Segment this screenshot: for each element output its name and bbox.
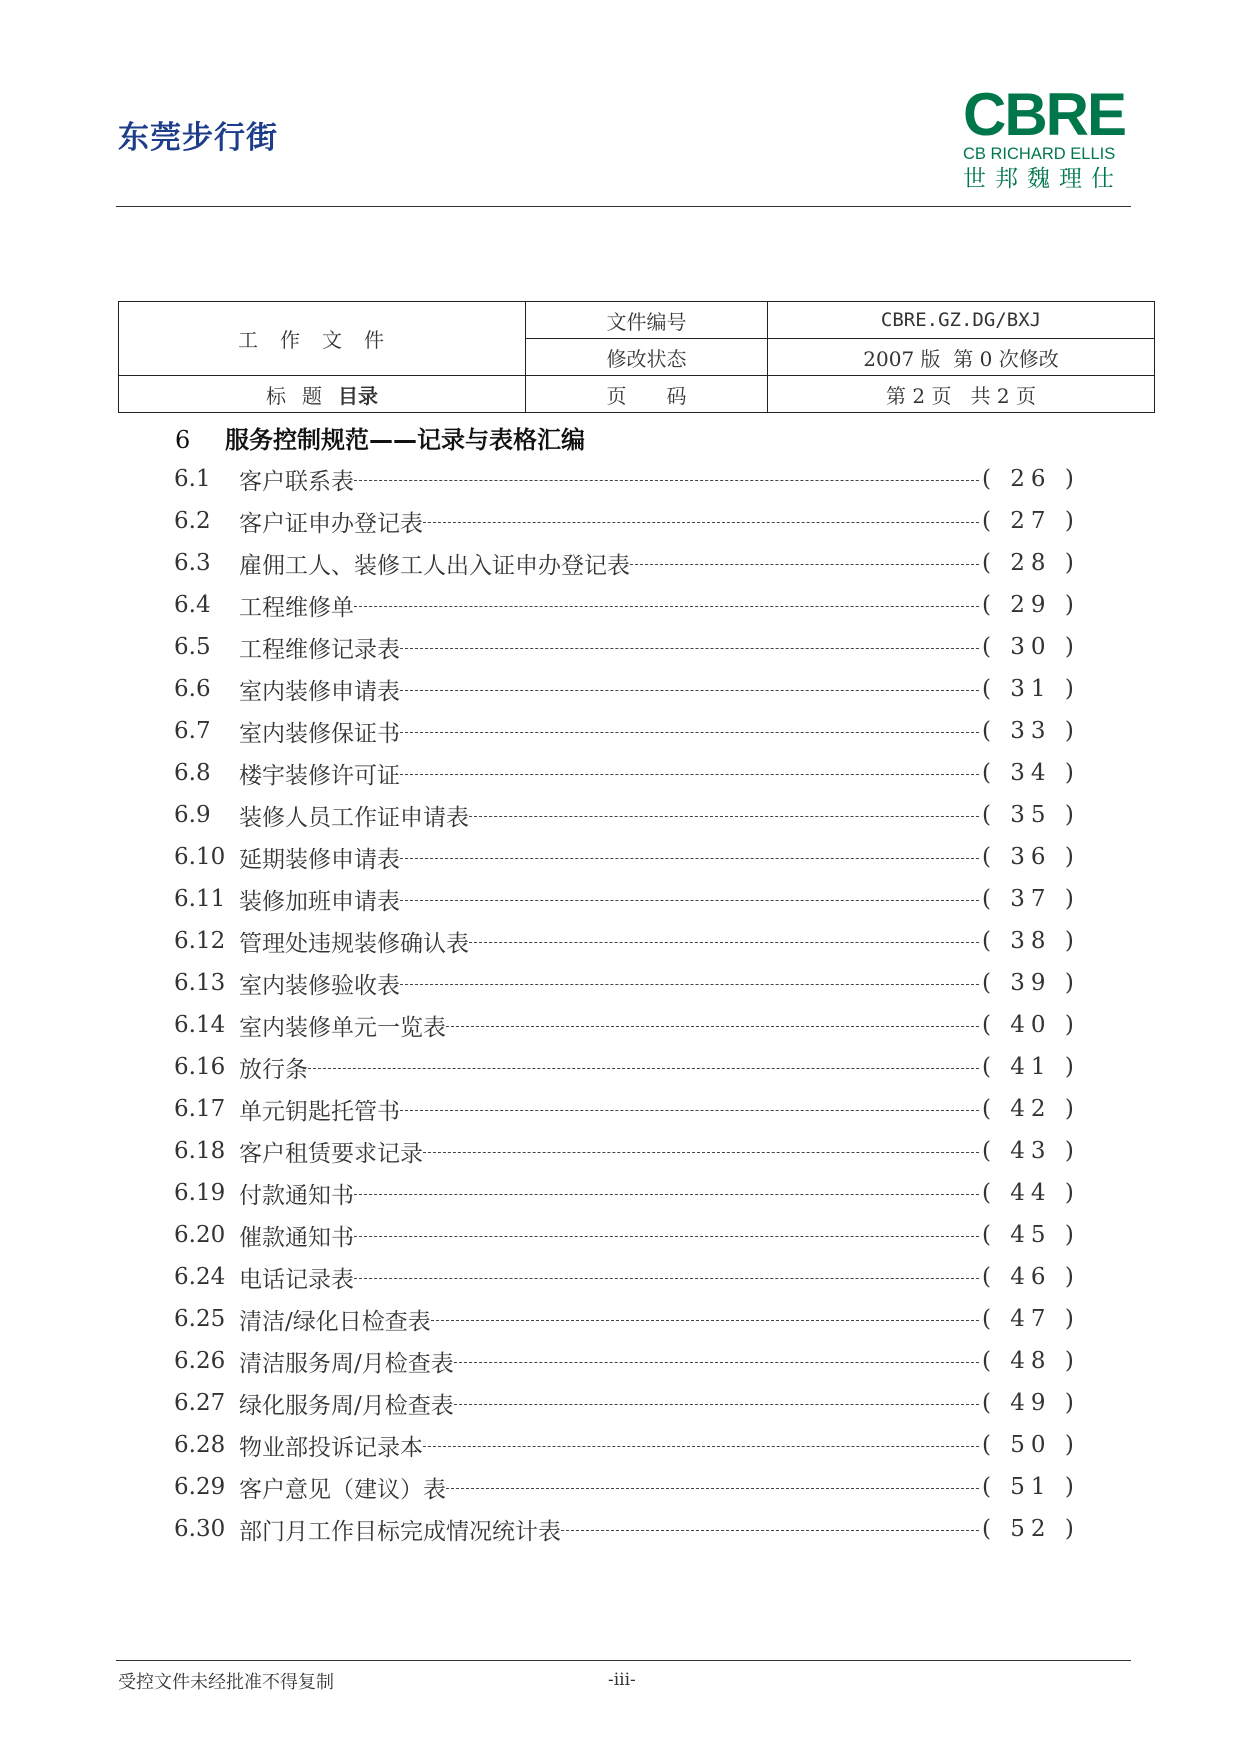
toc-entry xyxy=(174,1088,1080,1130)
page-label: 页码 xyxy=(526,376,768,413)
toc-entry xyxy=(174,836,1080,878)
toc-entry xyxy=(174,710,1080,752)
toc-entry-page: ( 28 ) xyxy=(982,550,1080,576)
section-heading xyxy=(175,420,585,455)
toc-entry-number: 6.26 xyxy=(174,1348,226,1374)
toc-entry xyxy=(174,458,1080,500)
toc-entry-number: 6.24 xyxy=(174,1264,226,1290)
footer-page-number: -iii- xyxy=(608,1670,636,1690)
toc-leader xyxy=(630,564,979,565)
toc-entry-page: ( 30 ) xyxy=(982,634,1080,660)
logo-mark: CBRE xyxy=(963,81,1126,148)
toc-entry-number: 6.1 xyxy=(174,466,211,492)
toc-entry-page: ( 27 ) xyxy=(982,508,1080,534)
toc-entry xyxy=(174,542,1080,584)
toc-leader xyxy=(354,1278,979,1279)
toc-entry-number: 6.3 xyxy=(174,550,211,576)
toc-entry-number: 6.19 xyxy=(174,1180,226,1206)
section-title: 服务控制规范——记录与表格汇编 xyxy=(225,426,585,454)
toc-entry-page: ( 50 ) xyxy=(982,1432,1080,1458)
toc-leader xyxy=(446,1026,979,1027)
toc-entry xyxy=(174,1340,1080,1382)
toc-entry-title: 清洁服务周/月检查表 xyxy=(239,1350,454,1377)
toc-entry xyxy=(174,1214,1080,1256)
toc-entry-number: 6.6 xyxy=(174,676,211,702)
toc-entry-number: 6.27 xyxy=(174,1390,226,1416)
toc-entry-page: ( 35 ) xyxy=(982,802,1080,828)
toc-entry-number: 6.8 xyxy=(174,760,211,786)
toc-leader xyxy=(469,942,979,943)
toc-entry-title: 装修人员工作证申请表 xyxy=(239,804,469,831)
toc-entry-number: 6.4 xyxy=(174,592,211,618)
toc-leader xyxy=(308,1068,979,1069)
toc-entry-title: 客户联系表 xyxy=(239,468,354,495)
toc-entry-number: 6.2 xyxy=(174,508,211,534)
toc-entry-title: 付款通知书 xyxy=(239,1182,354,1209)
toc-entry-title: 电话记录表 xyxy=(239,1266,354,1293)
toc-entry-page: ( 26 ) xyxy=(982,466,1080,492)
toc-entry xyxy=(174,500,1080,542)
toc-entry-page: ( 41 ) xyxy=(982,1054,1080,1080)
toc-entry-number: 6.20 xyxy=(174,1222,226,1248)
toc-entry-page: ( 38 ) xyxy=(982,928,1080,954)
toc-entry-page: ( 48 ) xyxy=(982,1348,1080,1374)
toc-entry-page: ( 29 ) xyxy=(982,592,1080,618)
toc-entry xyxy=(174,1382,1080,1424)
toc-entry-title: 绿化服务周/月检查表 xyxy=(239,1392,454,1419)
toc-leader xyxy=(446,1488,979,1489)
toc-entry-title: 雇佣工人、装修工人出入证申办登记表 xyxy=(239,552,630,579)
toc-entry-page: ( 42 ) xyxy=(982,1096,1080,1122)
file-number-value: CBRE.GZ.DG/BXJ xyxy=(768,302,1155,339)
toc-entry xyxy=(174,1046,1080,1088)
revision-value: 2007 版 第 0 次修改 xyxy=(768,339,1155,376)
toc-entry xyxy=(174,878,1080,920)
toc-entry-title: 放行条 xyxy=(239,1056,308,1083)
toc-entry-page: ( 49 ) xyxy=(982,1390,1080,1416)
toc-entry xyxy=(174,1004,1080,1046)
toc-entry-title: 工程维修记录表 xyxy=(239,636,400,663)
toc-entry-title: 部门月工作目标完成情况统计表 xyxy=(239,1518,561,1545)
toc-entry-title: 客户意见（建议）表 xyxy=(239,1476,446,1503)
toc-entry xyxy=(174,1466,1080,1508)
header-divider xyxy=(116,206,1131,207)
toc-entry-number: 6.10 xyxy=(174,844,226,870)
file-number-label: 文件编号 xyxy=(526,302,768,339)
toc-entry-number: 6.9 xyxy=(174,802,211,828)
cbre-logo xyxy=(963,81,1131,196)
toc-entry xyxy=(174,1508,1080,1550)
logo-chinese-name: 世邦魏理仕 xyxy=(963,166,1123,192)
toc-entry-title: 楼宇装修许可证 xyxy=(239,762,400,789)
toc-entry-page: ( 33 ) xyxy=(982,718,1080,744)
toc-entry-number: 6.5 xyxy=(174,634,211,660)
toc-entry xyxy=(174,794,1080,836)
toc-leader xyxy=(400,690,979,691)
toc-entry-number: 6.13 xyxy=(174,970,226,996)
toc-entry-number: 6.18 xyxy=(174,1138,226,1164)
revision-label: 修改状态 xyxy=(526,339,768,376)
toc-leader xyxy=(400,1110,979,1111)
document-info-table xyxy=(118,301,1155,413)
toc-entry xyxy=(174,626,1080,668)
document-header-title: 东莞步行街 xyxy=(118,120,278,156)
title-cell xyxy=(119,376,526,413)
toc-entry xyxy=(174,1256,1080,1298)
toc-leader xyxy=(423,1152,979,1153)
toc-entry-page: ( 37 ) xyxy=(982,886,1080,912)
footer-control-note: 受控文件未经批准不得复制 xyxy=(118,1672,334,1693)
toc-entry-title: 室内装修单元一览表 xyxy=(239,1014,446,1041)
toc-leader xyxy=(400,900,979,901)
toc-leader xyxy=(454,1362,979,1363)
toc-entry xyxy=(174,584,1080,626)
footer-divider xyxy=(116,1660,1131,1661)
toc-entry xyxy=(174,962,1080,1004)
toc-leader xyxy=(431,1320,979,1321)
toc-entry-title: 室内装修申请表 xyxy=(239,678,400,705)
toc-entry-title: 管理处违规装修确认表 xyxy=(239,930,469,957)
toc-entry-number: 6.17 xyxy=(174,1096,226,1122)
toc-entry xyxy=(174,1424,1080,1466)
toc-entry-page: ( 51 ) xyxy=(982,1474,1080,1500)
logo-english-name: CB RICHARD ELLIS xyxy=(963,145,1116,163)
toc-entry-number: 6.28 xyxy=(174,1432,226,1458)
toc-entry-number: 6.30 xyxy=(174,1516,226,1542)
toc-leader xyxy=(400,648,979,649)
toc-entry-title: 室内装修验收表 xyxy=(239,972,400,999)
toc-leader xyxy=(400,984,979,985)
toc-entry-title: 单元钥匙托管书 xyxy=(239,1098,400,1125)
toc-entry-title: 客户租赁要求记录 xyxy=(239,1140,423,1167)
toc-entry-page: ( 40 ) xyxy=(982,1012,1080,1038)
toc-entry-title: 延期装修申请表 xyxy=(239,846,400,873)
toc-entry-number: 6.11 xyxy=(174,886,226,912)
toc-leader xyxy=(354,480,979,481)
toc-entry xyxy=(174,668,1080,710)
toc-entry-page: ( 46 ) xyxy=(982,1264,1080,1290)
toc-leader xyxy=(400,858,979,859)
section-number: 6 xyxy=(175,426,191,454)
toc-leader xyxy=(423,522,979,523)
toc-entry-number: 6.7 xyxy=(174,718,211,744)
toc-entry-title: 物业部投诉记录本 xyxy=(239,1434,423,1461)
toc-entry-number: 6.14 xyxy=(174,1012,226,1038)
toc-entry-number: 6.29 xyxy=(174,1474,226,1500)
toc-leader xyxy=(423,1446,979,1447)
toc-leader xyxy=(354,1236,979,1237)
toc-leader xyxy=(469,816,979,817)
toc-leader xyxy=(561,1530,979,1531)
toc-entry-title: 工程维修单 xyxy=(239,594,354,621)
toc-entry-page: ( 36 ) xyxy=(982,844,1080,870)
toc-entry-number: 6.16 xyxy=(174,1054,226,1080)
toc-entry xyxy=(174,1298,1080,1340)
title-label: 标题 xyxy=(266,383,338,408)
page-value: 第 2 页 共 2 页 xyxy=(768,376,1155,413)
toc-entry-title: 客户证申办登记表 xyxy=(239,510,423,537)
toc-entry-page: ( 47 ) xyxy=(982,1306,1080,1332)
toc-entry xyxy=(174,1130,1080,1172)
toc-entry-page: ( 31 ) xyxy=(982,676,1080,702)
title-value: 目录 xyxy=(338,383,378,408)
toc-entry-title: 装修加班申请表 xyxy=(239,888,400,915)
toc-leader xyxy=(454,1404,979,1405)
toc-entry-page: ( 34 ) xyxy=(982,760,1080,786)
toc-entry-title: 催款通知书 xyxy=(239,1224,354,1251)
document-category: 工作文件 xyxy=(119,302,526,376)
toc-entry-page: ( 45 ) xyxy=(982,1222,1080,1248)
toc-entry-number: 6.12 xyxy=(174,928,226,954)
toc-entry-page: ( 43 ) xyxy=(982,1138,1080,1164)
toc-entry-title: 清洁/绿化日检查表 xyxy=(239,1308,431,1335)
toc-entry-title: 室内装修保证书 xyxy=(239,720,400,747)
table-of-contents xyxy=(174,458,1080,1550)
toc-leader xyxy=(354,606,979,607)
toc-entry-page: ( 44 ) xyxy=(982,1180,1080,1206)
toc-entry xyxy=(174,1172,1080,1214)
toc-entry-page: ( 52 ) xyxy=(982,1516,1080,1542)
toc-entry xyxy=(174,752,1080,794)
toc-leader xyxy=(354,1194,979,1195)
toc-leader xyxy=(400,732,979,733)
toc-leader xyxy=(400,774,979,775)
toc-entry xyxy=(174,920,1080,962)
toc-entry-number: 6.25 xyxy=(174,1306,226,1332)
toc-entry-page: ( 39 ) xyxy=(982,970,1080,996)
